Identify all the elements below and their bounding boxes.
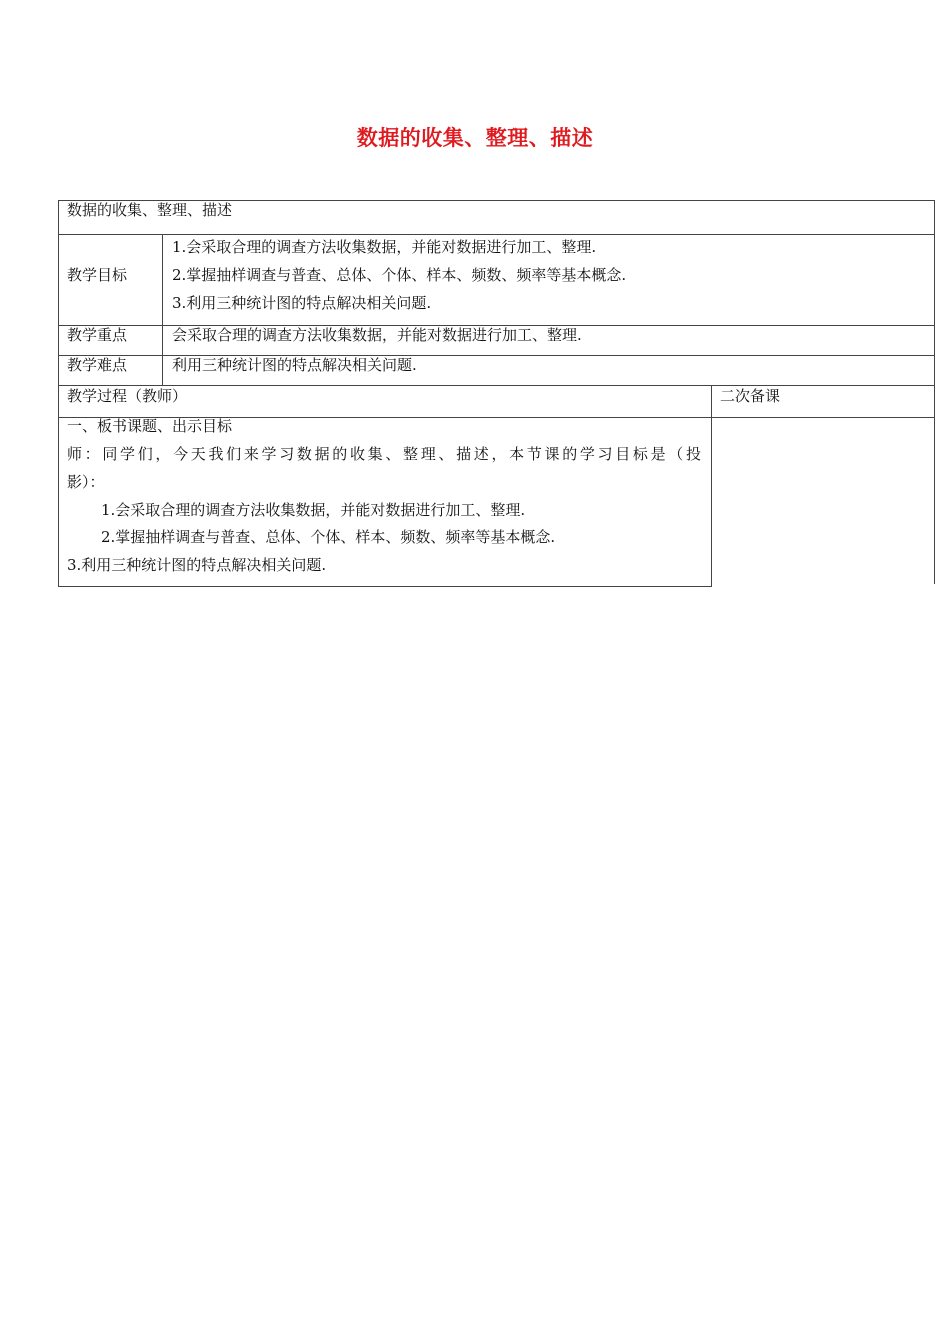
table-header-title: 数据的收集、整理、描述: [67, 201, 233, 219]
key-point-text: 会采取合理的调查方法收集数据，并能对数据进行加工、整理.: [172, 326, 582, 344]
secondary-prep-header: 二次备课: [720, 387, 781, 405]
difficulty-label: 教学难点: [67, 356, 128, 374]
objectives-label: 教学目标: [67, 266, 128, 284]
process-intro: 师：同学们，今天我们来学习数据的收集、整理、描述，本节课的学习目标是（投: [67, 445, 701, 463]
process-objective-item: 1.会采取合理的调查方法收集数据，并能对数据进行加工、整理.: [101, 501, 526, 519]
column-divider: [162, 234, 163, 385]
objective-item: 1.会采取合理的调查方法收集数据，并能对数据进行加工、整理.: [172, 238, 597, 256]
row-divider: [58, 586, 712, 587]
objective-item: 3.利用三种统计图的特点解决相关问题.: [172, 294, 432, 312]
difficulty-text: 利用三种统计图的特点解决相关问题.: [172, 356, 417, 374]
column-divider: [934, 418, 935, 584]
column-divider: [711, 385, 712, 587]
document-title: 数据的收集、整理、描述: [356, 126, 594, 150]
objective-item: 2.掌握抽样调查与普查、总体、个体、样本、频数、频率等基本概念.: [172, 266, 627, 284]
process-objective-item: 2.掌握抽样调查与普查、总体、个体、样本、频数、频率等基本概念.: [101, 528, 556, 546]
process-objective-item: 3.利用三种统计图的特点解决相关问题.: [67, 556, 327, 574]
process-header: 教学过程（教师）: [67, 387, 188, 405]
process-intro-cont: 影）：: [67, 473, 105, 491]
row-divider: [58, 385, 935, 386]
process-heading: 一、板书课题、出示目标: [67, 417, 233, 435]
column-divider: [58, 418, 59, 587]
key-point-label: 教学重点: [67, 326, 128, 344]
